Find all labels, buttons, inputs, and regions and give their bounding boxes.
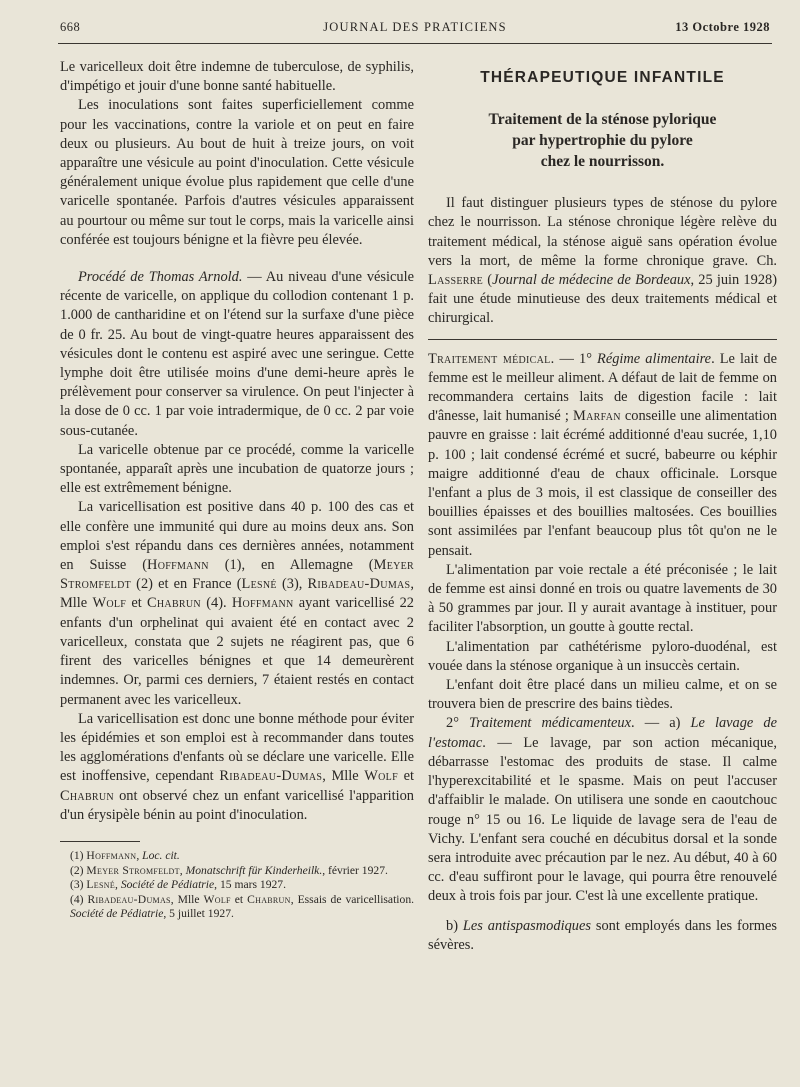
paragraph: Le varicelleux doit être indemne de tuberculose, de syphilis, d'impétigo et jouir d'une bonne santé habituelle. — [60, 59, 414, 95]
paragraph: La varicelle obtenue par ce procédé, comme la varicelle spontanée, apparaît après une incubation de quatorze jours ; elle est extrêmement bénigne. — [60, 441, 414, 497]
footnote-2: (2) Meyer Stromfeldt, Monatschrift für Kinderheilk., février 1927. — [70, 863, 388, 877]
paragraph-antispasmodiques: b) Les antispasmodiques sont employés dans les formes sévères. — [428, 917, 777, 953]
right-column — [428, 58, 777, 955]
left-column — [60, 58, 414, 922]
section-heading: THÉRAPEUTIQUE INFANTILE — [480, 69, 725, 86]
page-number: 668 — [60, 20, 81, 34]
paragraph: L'enfant doit être placé dans un milieu calme, et on se trouvera bien de prescrire des bains tièdes. — [428, 677, 777, 713]
issue-date: 13 Octobre 1928 — [675, 20, 770, 34]
footnote-3: (3) Lesné, Société de Pédiatrie, 15 mars 1927. — [70, 878, 286, 892]
footnote-4: (4) Ribadeau-Dumas, Mlle Wolf et Chabrun, Essais de varicellisation. Société de Pédiatrie, 5 juillet 1927. — [70, 892, 415, 921]
paragraph: L'alimentation par cathétérisme pyloro-duodénal, est vouée dans la sténose organique à un insuccès certain. — [428, 638, 777, 674]
header-rule — [58, 43, 772, 44]
article-title: Traitement de la sténose pylorique par hypertrophie du pylore chez le nourrisson. — [488, 111, 717, 171]
procedure-title: Procédé de Thomas Arnold. — [78, 269, 243, 286]
paragraph: La varicellisation est positive dans 40 p. 100 des cas et elle confère une immunité qui dure au moins deux ans. Son emploi s'est répandu dans ces dernières années, notamment en Suisse (Hoffmann (1), en Allemagne (Meyer Stromfeldt (2) et en France (Lesné (3), Ribadeau-Dumas, Mlle Wolf et Chabrun (4). Hoffmann ayant varicellisé 22 enfants d'un orphelinat qui avaient été en contact avec 2 varicelleux, constata que 2 sujets ne réagirent pas, que 6 firent des varicelles bénignes et que 14 demeurèrent indemnes. Or, parmi ces derniers, 7 étaient restés en contact permanent avec les varicelleux. — [60, 499, 415, 708]
paragraph: Les inoculations sont faites superficiellement comme pour les vaccinations, contre la variole et on peut en faire deux ou plusieurs. Au bout de huit à treize jours, on voit apparaître une vésicule au point d'inoculation. Cette vésicule généralement unique évolue plus rapidement que celle d'une varicelle spontanée. Parfois d'autres vésicules apparaissent au pourtour ou même sur tout le corps, mais la varicelle ainsi conférée est toujours bénigne et la fièvre peu élevée. — [60, 97, 414, 248]
running-head — [60, 20, 770, 40]
paragraph: La varicellisation est donc une bonne méthode pour éviter les épidémies et son emploi est à recommander dans toutes les agglomérations d'enfants où se déclare une varicelle. Elle est inoffensive, cependant Ribadeau-Dumas, Mlle Wolf et Chabrun ont observé chez un enfant varicellisé l'apparition d'un érysipèle bénin au point d'inoculation. — [60, 710, 414, 823]
footnote-1: (1) Hoffmann, Loc. cit. — [70, 848, 180, 862]
paragraph-medicamenteux: 2° Traitement médicamenteux. — a) Le lavage de l'estomac. — Le lavage, par son action mécanique, débarrasse l'estomac des produits de stase. Il calme l'hyperexcitabilité et le spasme. Mais on peut l'accuser d'affaiblir le malade. On utilisera une sonde en caoutchouc rouge n° 15 ou 16. Le liquide de lavage sera de l'eau de Vichy. L'enfant sera couché en décubitus dorsal et la sonde sera introduite avec précaution par le nez. Au début, 40 à 60 cc. d'eau suffiront pour le lavage, qui pourra être renouvelé deux à trois fois par jour. C'est là une excellente pratique. — [428, 715, 777, 905]
paragraph-arnold: Procédé de Thomas Arnold. — Au niveau d'une vésicule récente de varicelle, on applique du collodion contenant 1 p. 1.000 de cantharidine et on l'étend sur la surfaxe d'une pièce de 0 fr. 25. Au bout de vingt-quatre heures apparaissent des vésicules dont le contenu est aspiré avec une seringue. Cette lymphe doit être utilisée moins d'une demi-heure après le prélèvement pour conserver sa virulence. On peut l'injecter à la dose de 0 cc. 1 par voie intradermique, de 0 cc. 2 par voie sous-cutanée. — [60, 269, 414, 439]
paragraph: L'alimentation par voie rectale a été préconisée ; le lait de femme est ainsi donné en trois ou quatre lavements de 30 à 50 grammes par jour. Il y aurait avantage à instituer, pour faciliter l'absorption, un goutte à goutte rectal. — [428, 561, 777, 636]
footnote-rule — [60, 841, 140, 842]
paragraph-traitement-medical: Traitement médical. — 1° Régime alimentaire. Le lait de femme est le meilleur aliment. A défaut de lait de femme on recommandera certains laits de digestion facile : lait d'ânesse, lait humanisé ; Marfan conseille une alimentation pauvre en graisse : lait écrémé additionné d'eau sucrée, 1,10 p. 100 ; lait condensé écrémé et sucré, babeurre ou képhir maigre additionné d'eau de chaux officinale. Lorsque l'enfant a plus de 3 mois, il est classique de conseiller des bouillies épaisses et des bouillies maltosées. Ces bouillies sont assimilées par l'enfant beaucoup plus tôt qu'on ne le pensait. — [428, 350, 777, 559]
paragraph-intro: Il faut distinguer plusieurs types de sténose du pylore chez le nourrisson. La sténose chronique légère relève du traitement médical, la sténose aiguë sans opération évolue vers la mort, de même la forme chronique grave. Ch. Lasserre (Journal de médecine de Bordeaux, 25 juin 1928) fait une étude minutieuse des deux traitements médical et chirurgical. — [428, 195, 777, 327]
journal-title: JOURNAL DES PRATICIENS — [323, 20, 507, 34]
footnotes — [60, 841, 414, 922]
divider — [428, 339, 777, 340]
